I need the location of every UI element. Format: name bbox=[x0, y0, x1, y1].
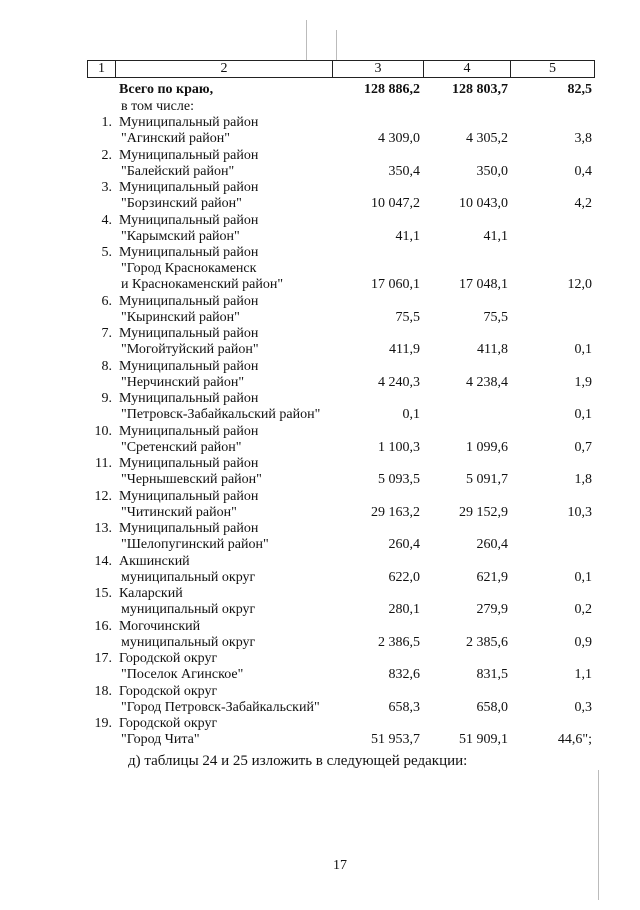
row-value-col3: 350,4 bbox=[388, 164, 420, 179]
row-number: 15. bbox=[94, 586, 112, 601]
row-number: 10. bbox=[94, 424, 112, 439]
row-name-line2: "Кыринский район" bbox=[121, 310, 240, 325]
row-value-col3: 75,5 bbox=[395, 310, 420, 325]
row-value-col5: 0,1 bbox=[574, 342, 592, 357]
page-number: 17 bbox=[333, 858, 347, 873]
row-value-col3: 4 240,3 bbox=[378, 375, 420, 390]
column-header-5: 5 bbox=[549, 61, 556, 76]
row-name-line2: "Шелопугинский район" bbox=[121, 537, 269, 552]
column-header-1: 1 bbox=[98, 61, 105, 76]
row-name-line1: Муниципальный район bbox=[119, 294, 259, 309]
row-value-col5: 1,8 bbox=[574, 472, 592, 487]
row-value-col4: 621,9 bbox=[476, 570, 508, 585]
row-number: 9. bbox=[101, 391, 112, 406]
row-name-line1: Муниципальный район bbox=[119, 456, 259, 471]
row-value-col5: 3,8 bbox=[574, 131, 592, 146]
row-value-col3: 1 100,3 bbox=[378, 440, 420, 455]
row-value-col4: 17 048,1 bbox=[459, 277, 508, 292]
row-value-col5: 0,9 bbox=[574, 635, 592, 650]
row-name-line1: Муниципальный район bbox=[119, 391, 259, 406]
row-value-col4: 10 043,0 bbox=[459, 196, 508, 211]
row-value-col4: 831,5 bbox=[476, 667, 508, 682]
row-value-col3: 51 953,7 bbox=[371, 732, 420, 747]
row-name-line2: муниципальный округ bbox=[121, 635, 256, 650]
row-value-col3: 41,1 bbox=[395, 229, 420, 244]
footer-text: д) таблицы 24 и 25 изложить в следующей редакции: bbox=[128, 753, 468, 769]
total-label: Всего по краю, bbox=[119, 82, 214, 97]
row-value-col3: 658,3 bbox=[388, 700, 420, 715]
row-name-line-mid: "Город Краснокаменск bbox=[121, 261, 257, 276]
row-value-col5: 0,3 bbox=[574, 700, 592, 715]
row-value-col4: 51 909,1 bbox=[459, 732, 508, 747]
row-number: 4. bbox=[101, 213, 112, 228]
row-value-col3: 0,1 bbox=[402, 407, 420, 422]
row-number: 5. bbox=[101, 245, 112, 260]
row-value-col5: 10,3 bbox=[567, 505, 592, 520]
total-col3: 128 886,2 bbox=[364, 82, 420, 97]
row-name-line2: муниципальный округ bbox=[121, 602, 256, 617]
row-value-col3: 4 309,0 bbox=[378, 131, 420, 146]
row-name-line1: Муниципальный район bbox=[119, 115, 259, 130]
row-name-line2: "Нерчинский район" bbox=[121, 375, 245, 390]
row-name-line2: "Чернышевский район" bbox=[121, 472, 262, 487]
row-name-line2: "Борзинский район" bbox=[121, 196, 242, 211]
row-value-col4: 75,5 bbox=[483, 310, 508, 325]
row-value-col4: 260,4 bbox=[476, 537, 508, 552]
row-value-col4: 411,8 bbox=[477, 342, 508, 357]
row-name-line2: и Краснокаменский район" bbox=[121, 277, 284, 292]
row-value-col5: 12,0 bbox=[567, 277, 592, 292]
row-value-col3: 622,0 bbox=[388, 570, 420, 585]
row-value-col5: 1,9 bbox=[574, 375, 592, 390]
row-number: 18. bbox=[94, 684, 112, 699]
row-name-line1: Муниципальный район bbox=[119, 359, 259, 374]
row-number: 11. bbox=[95, 456, 112, 471]
row-name-line1: Могочинский bbox=[119, 619, 201, 634]
header-divider bbox=[594, 60, 595, 78]
row-value-col5: 0,1 bbox=[574, 407, 592, 422]
column-header-4: 4 bbox=[463, 61, 471, 76]
row-value-col5: 0,7 bbox=[574, 440, 592, 455]
row-value-col4: 279,9 bbox=[476, 602, 508, 617]
row-name-line2: "Сретенский район" bbox=[121, 440, 242, 455]
subtotal-label: в том числе: bbox=[121, 99, 194, 114]
total-col4: 128 803,7 bbox=[452, 82, 508, 97]
scan-artifact-line bbox=[306, 20, 307, 60]
row-value-col5: 4,2 bbox=[574, 196, 592, 211]
row-number: 6. bbox=[101, 294, 112, 309]
row-value-col3: 280,1 bbox=[388, 602, 420, 617]
row-value-col5: 44,6"; bbox=[557, 732, 592, 747]
row-value-col3: 260,4 bbox=[388, 537, 420, 552]
scan-artifact-line bbox=[336, 30, 337, 60]
row-name-line1: Городской округ bbox=[119, 684, 218, 699]
row-name-line2: "Город Петровск-Забайкальский" bbox=[121, 700, 320, 715]
row-number: 19. bbox=[94, 716, 112, 731]
row-value-col4: 29 152,9 bbox=[459, 505, 508, 520]
row-value-col4: 41,1 bbox=[483, 229, 508, 244]
row-name-line1: Городской округ bbox=[119, 716, 218, 731]
header-bottom-border bbox=[87, 77, 595, 78]
row-number: 7. bbox=[101, 326, 112, 341]
row-value-col3: 29 163,2 bbox=[371, 505, 420, 520]
row-name-line1: Каларский bbox=[119, 586, 183, 601]
row-value-col5: 0,4 bbox=[574, 164, 592, 179]
row-name-line1: Муниципальный район bbox=[119, 148, 259, 163]
row-name-line1: Акшинский bbox=[119, 554, 190, 569]
scan-artifact-line bbox=[598, 770, 599, 900]
row-value-col3: 10 047,2 bbox=[371, 196, 420, 211]
row-value-col3: 5 093,5 bbox=[378, 472, 420, 487]
row-name-line1: Муниципальный район bbox=[119, 489, 259, 504]
row-name-line1: Муниципальный район bbox=[119, 521, 259, 536]
row-number: 8. bbox=[101, 359, 112, 374]
row-name-line2: "Читинский район" bbox=[121, 505, 237, 520]
row-value-col4: 5 091,7 bbox=[466, 472, 508, 487]
row-name-line1: Городской округ bbox=[119, 651, 218, 666]
row-value-col5: 0,1 bbox=[574, 570, 592, 585]
row-value-col4: 4 238,4 bbox=[466, 375, 508, 390]
row-name-line2: "Могойтуйский район" bbox=[121, 342, 259, 357]
total-col5: 82,5 bbox=[567, 82, 592, 97]
row-name-line2: муниципальный округ bbox=[121, 570, 256, 585]
row-number: 12. bbox=[94, 489, 112, 504]
row-value-col4: 350,0 bbox=[476, 164, 508, 179]
row-number: 1. bbox=[101, 115, 112, 130]
row-value-col4: 2 385,6 bbox=[466, 635, 508, 650]
row-name-line2: "Петровск-Забайкальский район" bbox=[121, 407, 321, 422]
row-value-col4: 658,0 bbox=[476, 700, 508, 715]
row-value-col4: 4 305,2 bbox=[466, 131, 508, 146]
row-value-col4: 1 099,6 bbox=[466, 440, 508, 455]
row-value-col3: 17 060,1 bbox=[371, 277, 420, 292]
row-name-line2: "Поселок Агинское" bbox=[121, 667, 244, 682]
row-value-col5: 1,1 bbox=[574, 667, 592, 682]
row-value-col3: 2 386,5 bbox=[378, 635, 420, 650]
row-name-line1: Муниципальный район bbox=[119, 213, 259, 228]
row-name-line2: "Карымский район" bbox=[121, 229, 240, 244]
row-number: 13. bbox=[94, 521, 112, 536]
row-number: 16. bbox=[94, 619, 112, 634]
row-name-line2: "Город Чита" bbox=[121, 732, 200, 747]
row-name-line1: Муниципальный район bbox=[119, 245, 259, 260]
row-value-col3: 411,9 bbox=[389, 342, 420, 357]
row-name-line2: "Балейский район" bbox=[121, 164, 235, 179]
column-header-3: 3 bbox=[374, 61, 382, 76]
row-name-line2: "Агинский район" bbox=[121, 131, 230, 146]
row-name-line1: Муниципальный район bbox=[119, 424, 259, 439]
row-number: 2. bbox=[101, 148, 112, 163]
row-name-line1: Муниципальный район bbox=[119, 180, 259, 195]
row-number: 17. bbox=[94, 651, 112, 666]
row-number: 3. bbox=[101, 180, 112, 195]
column-header-2: 2 bbox=[220, 61, 228, 76]
row-name-line1: Муниципальный район bbox=[119, 326, 259, 341]
row-number: 14. bbox=[94, 554, 112, 569]
row-value-col3: 832,6 bbox=[388, 667, 420, 682]
row-value-col5: 0,2 bbox=[574, 602, 592, 617]
